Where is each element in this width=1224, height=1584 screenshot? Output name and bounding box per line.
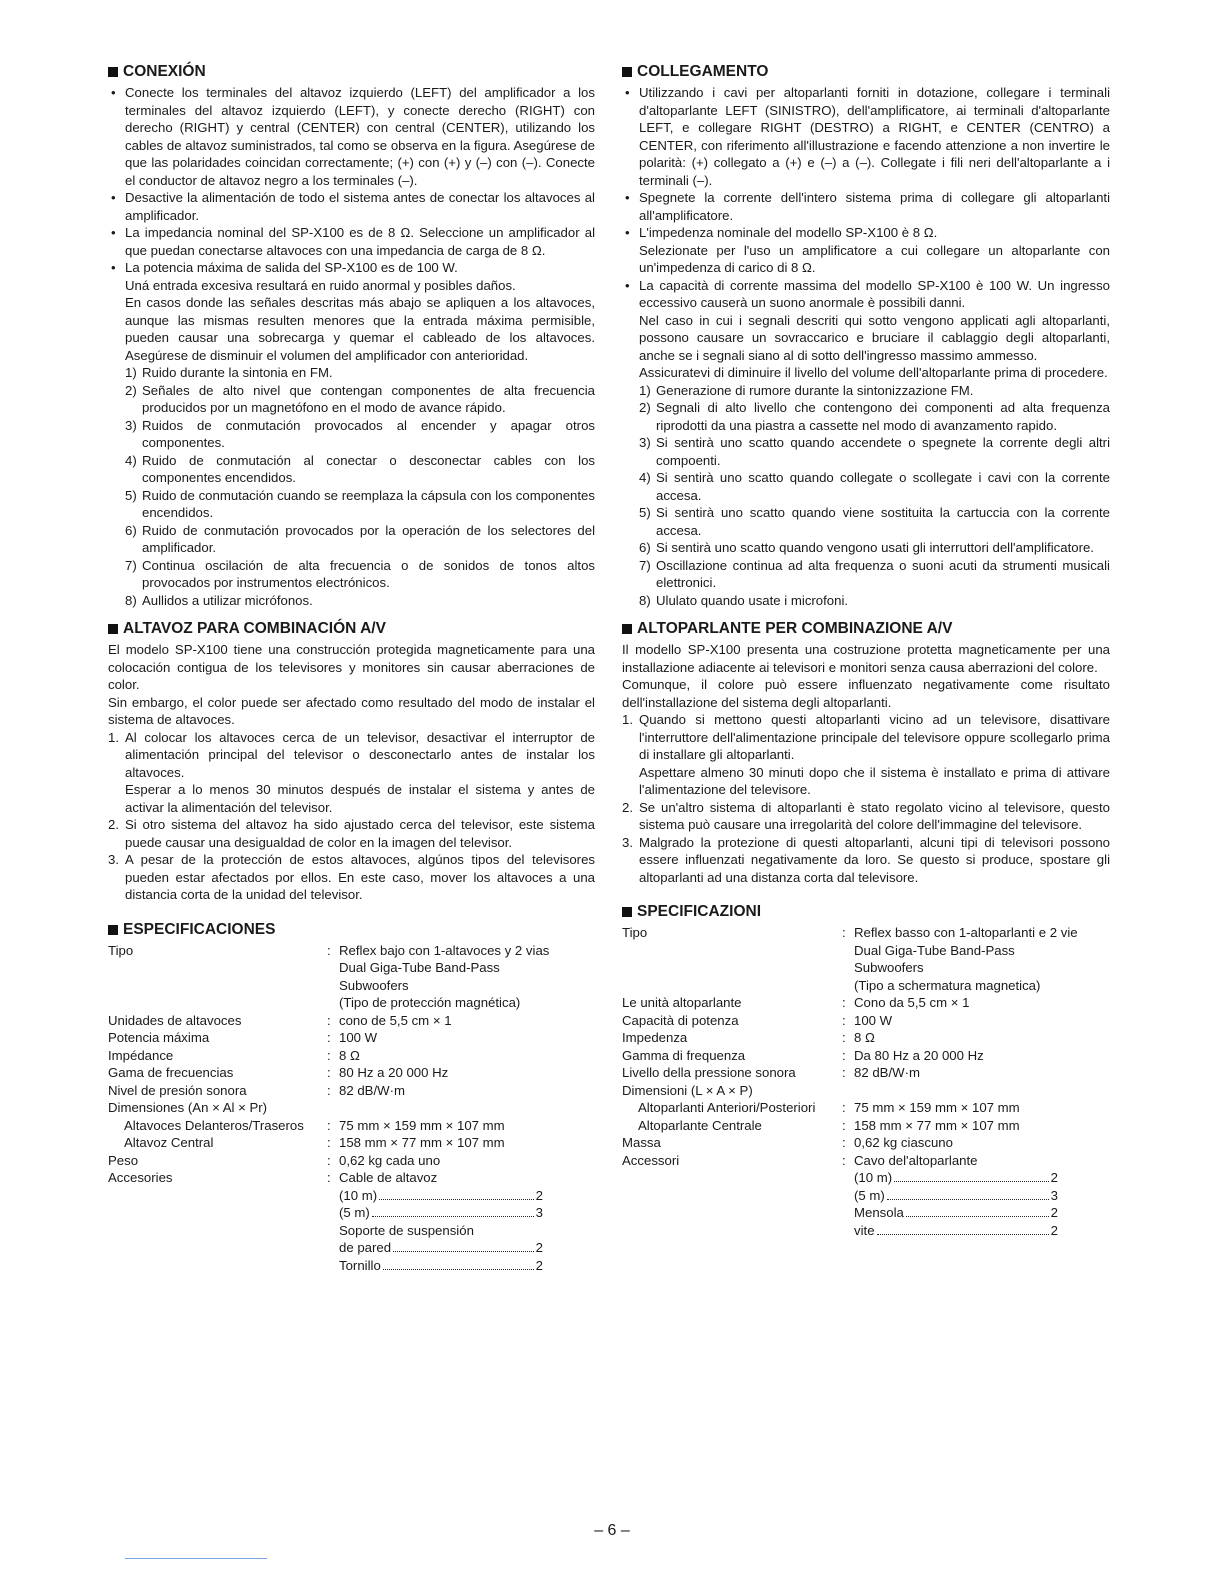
spec-value: 75 mm × 159 mm × 107 mm (339, 1117, 505, 1133)
spec-row: Altavoz Central : 158 mm × 77 mm × 107 mm (108, 1134, 595, 1152)
spec-value: 82 dB/W·m (339, 1082, 405, 1098)
spec-value: Dual Giga-Tube Band-Pass (339, 960, 500, 975)
list-item (639, 434, 1110, 469)
item-text: A pesar de la protección de estos altavoces, algúnos tipos del televisores pueden estar afectados por ellos. En este caso, mover los altavoces a una distancia corta de la unidad del televisor. (125, 852, 595, 902)
spec-table (622, 924, 1110, 1239)
section-heading (108, 619, 595, 639)
bullet-item: • Spegnete la corrente dell'intero sistema prima di collegare gli altoparlanti all'amplificatore. (622, 189, 1110, 224)
section-especificaciones (108, 920, 595, 1275)
heading-text: CONEXIÓN (123, 63, 206, 80)
spec-label: Unidades de altavoces (108, 1012, 242, 1028)
list-item (125, 592, 595, 610)
spec-label: Altavoces Delanteros/Traseros (124, 1117, 304, 1133)
item-number: 2. (108, 817, 119, 832)
spec-value: 0,62 kg ciascuno (854, 1135, 953, 1150)
section-altavoz-av (108, 619, 595, 904)
spec-row: Tipo : Reflex basso con 1-altoparlanti e 2 vie Dual Giga-Tube Band-Pass Subwoofers (Tipo a schermatura magnetica) (622, 924, 1110, 994)
paragraph: Sin embargo, el color puede ser afectado como resultado del modo de instalar el sistema de altavoces. (108, 694, 595, 727)
item-text: Aullidos a utilizar micrófonos. (142, 592, 313, 608)
list-item (125, 452, 595, 487)
spec-value: 158 mm × 77 mm × 107 mm (854, 1117, 1020, 1133)
spec-label: Le unità altoparlante (622, 995, 742, 1010)
list-item (108, 729, 595, 817)
footer-rule (125, 1558, 267, 1559)
spec-value: 82 dB/W·m (854, 1065, 920, 1080)
item-text: Ruidos de conmutación provocados al encender y apagar otros componentes. (142, 417, 595, 450)
spec-value: Subwoofers (854, 960, 924, 975)
spec-row: Accessori : Cavo del'altoparlante (10 m) 2 (5 m) 3 Mensola 2 vite 2 (622, 1152, 1110, 1240)
list-item (125, 557, 595, 592)
list-item (125, 417, 595, 452)
spec-value: Cono da 5,5 cm × 1 (854, 995, 970, 1010)
bullet-item (108, 259, 595, 364)
spec-row: Altoparlante Centrale : 158 mm × 77 mm × 107 mm (622, 1117, 1110, 1135)
spec-value: 158 mm × 77 mm × 107 mm (339, 1135, 505, 1150)
item-number: 5) (639, 505, 651, 520)
item-text: Ululato quando usate i microfoni. (656, 592, 849, 608)
item-number: 2. (622, 799, 633, 815)
item-number: 3) (125, 417, 137, 433)
item-number: 2) (639, 400, 651, 415)
list-item (639, 539, 1110, 557)
spec-label: Gamma di frequenza (622, 1047, 746, 1063)
accessory-line: de pared 2 (339, 1240, 543, 1255)
item-text: Si sentirà uno scatto quando vengono usati gli interruttori dell'amplificatore. (656, 540, 1094, 555)
heading-text: SPECIFICAZIONI (637, 903, 762, 920)
spec-label: Tipo (622, 925, 648, 940)
section-heading (108, 62, 595, 82)
list-item (639, 382, 1110, 400)
accessory-line: vite 2 (854, 1222, 1058, 1238)
item-number: 8) (125, 592, 137, 608)
spec-value: 100 W (339, 1030, 378, 1045)
paragraph: El modelo SP-X100 tiene una construcción protegida magneticamente para una colocación contigua de los televisores y monitores sin causar aberraciones de color. (108, 642, 595, 692)
bullet-text: • La potencia máxima de salida del SP-X100 es de 100 W. (125, 260, 458, 275)
square-bullet-icon (622, 907, 632, 917)
spec-label: Nivel de presión sonora (108, 1082, 247, 1098)
item-text: Si sentirà uno scatto quando viene sostituita la cartuccia con la corrente accesa. (656, 505, 1110, 538)
spec-label: Dimensiones (An × Al × Pr) (108, 1100, 268, 1115)
square-bullet-icon (108, 67, 118, 77)
spec-label: Altoparlante Centrale (638, 1117, 762, 1133)
numbered-list (108, 364, 595, 609)
section-heading (622, 902, 1110, 922)
item-number: 6) (639, 540, 651, 555)
item-text: Se un'altro sistema di altoparlanti è stato regolato vicino al televisore, questo sistema può causare una irregolarità del colore dell'immagine del televisore. (639, 799, 1110, 832)
numbered-list (108, 729, 595, 904)
heading-text: ALTAVOZ PARA COMBINACIÓN A/V (123, 620, 386, 637)
item-text: Generazione di rumore durante la sintonizzazione FM. (656, 382, 974, 398)
spec-value: 100 W (854, 1012, 893, 1028)
spec-row: Potencia máxima : 100 W (108, 1029, 595, 1047)
list-item (622, 799, 1110, 834)
spec-row: Nivel de presión sonora : 82 dB/W·m (108, 1082, 595, 1100)
list-item (639, 469, 1110, 504)
item-text: Si otro sistema del altavoz ha sido ajustado cerca del televisor, este sistema puede causar una desigualdad de color en la imagen del televisor. (125, 817, 595, 850)
spec-value: Da 80 Hz a 20 000 Hz (854, 1047, 984, 1063)
item-text: Ruido de conmutación al conectar o desconectar cables con los componentes encendidos. (142, 452, 595, 485)
item-text: Señales de alto nivel que contengan componentes de alta frecuencia producidos por un magnetófono en el modo de avance rápido. (142, 382, 595, 415)
section-altoparlante-av (622, 619, 1110, 886)
item-text: Segnali di alto livello che contengono dei componenti ad alta frequenza riprodotti da una piastra a cassette nel modo di avanzamento rapido. (656, 400, 1110, 433)
spec-row: Unidades de altavoces : cono de 5,5 cm × 1 (108, 1012, 595, 1030)
item-number: 1. (108, 729, 119, 745)
bullet-paragraph: Nel caso in cui i segnali descriti qui sotto vengono applicati agli altoparlanti, possono causare un sovraccarico e bruciare il cablaggio degli altoparlanti, anche se i segnali siano al di sotto dell'ingresso massimo ammesso. (639, 312, 1110, 363)
section-heading (622, 62, 1110, 82)
list-item (639, 557, 1110, 592)
item-number: 1) (639, 382, 651, 398)
item-number: 7) (125, 557, 137, 573)
bullet-text: • L'impedenza nominale del modello SP-X100 è 8 Ω. (639, 225, 938, 240)
spec-label: Accessori (622, 1152, 680, 1168)
bullet-list (108, 84, 595, 364)
section-conexion (108, 62, 595, 609)
spec-row: Gama de frecuencias : 80 Hz a 20 000 Hz (108, 1064, 595, 1082)
spec-label: Altavoz Central (124, 1135, 214, 1150)
accessory-line: Tornillo 2 (339, 1257, 543, 1273)
item-number: 2) (125, 382, 137, 398)
accessory-line: (5 m) 3 (339, 1205, 543, 1220)
spec-row: Tipo : Reflex bajo con 1-altavoces y 2 vias Dual Giga-Tube Band-Pass Subwoofers (Tipo de protección magnética) (108, 942, 595, 1012)
column-spanish (108, 62, 595, 1284)
bullet-item (622, 277, 1110, 382)
spec-row (108, 1099, 595, 1117)
bullet-list (622, 84, 1110, 382)
list-item (125, 522, 595, 557)
spec-row (622, 1082, 1110, 1100)
item-text: Malgrado la protezione di questi altoparlanti, alcuni tipi di televisori possono essere influenzati negativamente da loro. Se questo si produce, spostare gli altoparlanti ad una distanza corta dal televisore. (639, 834, 1110, 885)
list-item (125, 487, 595, 522)
spec-value: 80 Hz a 20 000 Hz (339, 1065, 449, 1080)
list-item (639, 592, 1110, 610)
spec-row: Altoparlanti Anteriori/Posteriori : 75 mm × 159 mm × 107 mm (622, 1099, 1110, 1117)
spec-label: Impédance (108, 1047, 174, 1063)
bullet-item: • Utilizzando i cavi per altoparlanti forniti in dotazione, collegare i terminali d'altoparlante LEFT (SINISTRO), dell'amplificatore, ai terminali d'altoparlante LEFT, e collegare RIGHT (DESTRO) a RIGHT, e CENTER (CENTRO) a CENTER, con riferimento all'illustrazione e facendo attenzione a non invertire le polarità: (+) collegato a (+) e (–) a (–). Collegate i fili neri dell'altoparlante a i terminali (–). (622, 84, 1110, 189)
paragraph: Comunque, il colore può essere influenzato negativamente come risultato dell'installazione del sistema degli altoparlanti. (622, 677, 1110, 710)
bullet-item: • Conecte los terminales del altavoz izquierdo (LEFT) del amplificador a los terminales del altavoz izquierdo (LEFT), y conecte derecho (RIGHT) con derecho (RIGHT) y central (CENTER) con central (CENTER), utilizando los cables de altavoz suministrados, tal como se observa en la figura. Asegúrese de que las polaridades coincidan correctamente; (+) con (+) y (–) con (–). Conecte el conductor de altavoz negro a los terminales (–). (108, 84, 595, 189)
item-text: Esperar a lo menos 30 minutos después de instalar el sistema y antes de activar la alimentación del televisor. (125, 782, 595, 815)
spec-value: 8 Ω (854, 1030, 875, 1045)
item-text: Al colocar los altavoces cerca de un televisor, desactivar el interruptor de alimentación principal del televisor o desconectarlo antes de instalar los altavoces. (125, 729, 595, 780)
item-number: 1. (622, 712, 633, 727)
item-number: 4) (125, 452, 137, 468)
bullet-item: • La impedancia nominal del SP-X100 es de 8 Ω. Seleccione un amplificador al que puedan conectarse altavoces con una impedancia de carga de 8 Ω. (108, 224, 595, 259)
item-text: Oscillazione continua ad alta frequenza o suoni acuti da strumenti musicali elettronici. (656, 557, 1110, 590)
spec-value: 0,62 kg cada uno (339, 1152, 441, 1168)
bullet-text: • La capacità di corrente massima del modello SP-X100 è 100 W. Un ingresso eccessivo causerà un suono anormale è possibili danni. (639, 277, 1110, 310)
numbered-list (622, 711, 1110, 886)
spec-label: Impedenza (622, 1030, 688, 1045)
spec-row: Livello della pressione sonora : 82 dB/W·m (622, 1064, 1110, 1082)
item-text: Ruido de conmutación provocados por la operación de los selectores del amplificador. (142, 522, 595, 555)
item-text: Continua oscilación de alta frecuencia o de sonidos de tonos altos provocados por instrumentos electrónicos. (142, 557, 595, 590)
spec-row: Altavoces Delanteros/Traseros : 75 mm × 159 mm × 107 mm (108, 1117, 595, 1135)
list-item (108, 851, 595, 904)
spec-value: 75 mm × 159 mm × 107 mm (854, 1100, 1020, 1115)
spec-value: Soporte de suspensión (339, 1222, 474, 1238)
spec-label: Livello della pressione sonora (622, 1065, 796, 1080)
numbered-list (622, 382, 1110, 610)
item-text: Si sentirà uno scatto quando accendete o spegnete la corrente degli altri compoenti. (656, 435, 1110, 468)
spec-row: Impédance : 8 Ω (108, 1047, 595, 1065)
spec-value: Subwoofers (339, 977, 409, 993)
section-collegamento (622, 62, 1110, 609)
bullet-paragraph: Assicuratevi di diminuire il livello del volume dell'altoparlante prima di procedere. (639, 365, 1108, 380)
bullet-paragraph: En casos donde las señales descritas más abajo se apliquen a los altavoces, aunque las mismas resulten menores que la entrada máxima permisible, pueden causar una sobrecarga y quemar el cableado de los altavoces. Asegúrese de disminuir el volumen del amplificador con anterioridad. (125, 295, 595, 363)
spec-label: Capacità di potenza (622, 1012, 739, 1028)
spec-row: Capacità di potenza : 100 W (622, 1012, 1110, 1030)
item-text: Ruido de conmutación cuando se reemplaza la cápsula con los componentes encendidos. (142, 487, 595, 520)
spec-row: Le unità altoparlante : Cono da 5,5 cm × 1 (622, 994, 1110, 1012)
item-text: Aspettare almeno 30 minuti dopo che il sistema è installato e prima di attivare l'alimentazione del televisore. (639, 764, 1110, 797)
paragraph: Il modello SP-X100 presenta una costruzione protetta magneticamente per una installazione adiacente ai televisori e monitori senza causa aberrazioni del colore. (622, 642, 1110, 675)
spec-value: (Tipo de protección magnética) (339, 995, 521, 1010)
spec-label: Peso (108, 1152, 139, 1168)
spec-table (108, 942, 595, 1275)
square-bullet-icon (108, 624, 118, 634)
spec-row: Impedenza : 8 Ω (622, 1029, 1110, 1047)
spec-label: Accesories (108, 1170, 173, 1185)
spec-row: Peso : 0,62 kg cada uno (108, 1152, 595, 1170)
spec-label: Dimensioni (L × A × P) (622, 1082, 753, 1098)
item-number: 8) (639, 592, 651, 608)
list-item (108, 816, 595, 851)
item-text: Quando si mettono questi altoparlanti vicino ad un televisore, disattivare l'interruttore dell'alimentazione principale del televisore oppure scollegarlo prima di installare gli altoparlanti. (639, 712, 1110, 762)
spec-label: Potencia máxima (108, 1030, 210, 1045)
list-item (639, 504, 1110, 539)
item-number: 3) (639, 435, 651, 450)
spec-value: 8 Ω (339, 1047, 360, 1063)
accessory-line: (10 m) 2 (854, 1170, 1058, 1185)
spec-value: Reflex basso con 1-altoparlanti e 2 vie (854, 925, 1078, 940)
item-number: 3. (622, 834, 633, 850)
bullet-item (622, 224, 1110, 277)
column-italian (622, 62, 1110, 1249)
spec-label: Gama de frecuencias (108, 1065, 234, 1080)
heading-text: COLLEGAMENTO (637, 63, 769, 80)
accessory-line: (5 m) 3 (854, 1187, 1058, 1203)
list-item (639, 399, 1110, 434)
accessory-line: Mensola 2 (854, 1205, 1058, 1220)
square-bullet-icon (108, 925, 118, 935)
section-heading (622, 619, 1110, 639)
spec-value: Dual Giga-Tube Band-Pass (854, 942, 1015, 958)
spec-value: Cable de altavoz (339, 1170, 438, 1185)
bullet-item: • Desactive la alimentación de todo el sistema antes de conectar los altavoces al amplificador. (108, 189, 595, 224)
spec-value: (Tipo a schermatura magnetica) (854, 977, 1041, 993)
page-number: – 6 – (594, 1522, 630, 1539)
spec-row: Gamma di frequenza : Da 80 Hz a 20 000 Hz (622, 1047, 1110, 1065)
spec-row: Massa : 0,62 kg ciascuno (622, 1134, 1110, 1152)
item-number: 1) (125, 365, 137, 380)
section-heading (108, 920, 595, 940)
item-number: 7) (639, 557, 651, 573)
spec-value: cono de 5,5 cm × 1 (339, 1012, 452, 1028)
square-bullet-icon (622, 624, 632, 634)
item-number: 5) (125, 487, 137, 503)
spec-label: Tipo (108, 942, 134, 958)
item-text: Ruido durante la sintonia en FM. (142, 365, 333, 380)
spec-label: Altoparlanti Anteriori/Posteriori (638, 1100, 816, 1115)
spec-value: Reflex bajo con 1-altavoces y 2 vias (339, 942, 550, 958)
item-text: Si sentirà uno scatto quando collegate o scollegate i cavi con la corrente accesa. (656, 470, 1110, 503)
list-item (125, 364, 595, 382)
item-number: 3. (108, 852, 119, 867)
spec-row: Accesories : Cable de altavoz (10 m) 2 (5 m) 3 Soporte de suspensión de pared 2 Tornillo 2 (108, 1169, 595, 1274)
item-number: 6) (125, 522, 137, 538)
item-number: 4) (639, 470, 651, 485)
heading-text: ALTOPARLANTE PER COMBINAZIONE A/V (637, 620, 953, 637)
spec-value: Cavo del'altoparlante (854, 1152, 978, 1168)
list-item (622, 834, 1110, 887)
heading-text: ESPECIFICACIONES (123, 920, 276, 938)
square-bullet-icon (622, 67, 632, 77)
bullet-paragraph: Selezionate per l'uso un amplificatore a cui collegare un altoparlante con un'impedenza di carico di 8 Ω. (639, 242, 1110, 275)
bullet-paragraph: Uná entrada excesiva resultará en ruido anormal y posibles daños. (125, 277, 516, 293)
section-specificazioni (622, 902, 1110, 1239)
list-item (622, 711, 1110, 799)
spec-label: Massa (622, 1135, 661, 1150)
accessory-line: (10 m) 2 (339, 1187, 543, 1203)
list-item (125, 382, 595, 417)
